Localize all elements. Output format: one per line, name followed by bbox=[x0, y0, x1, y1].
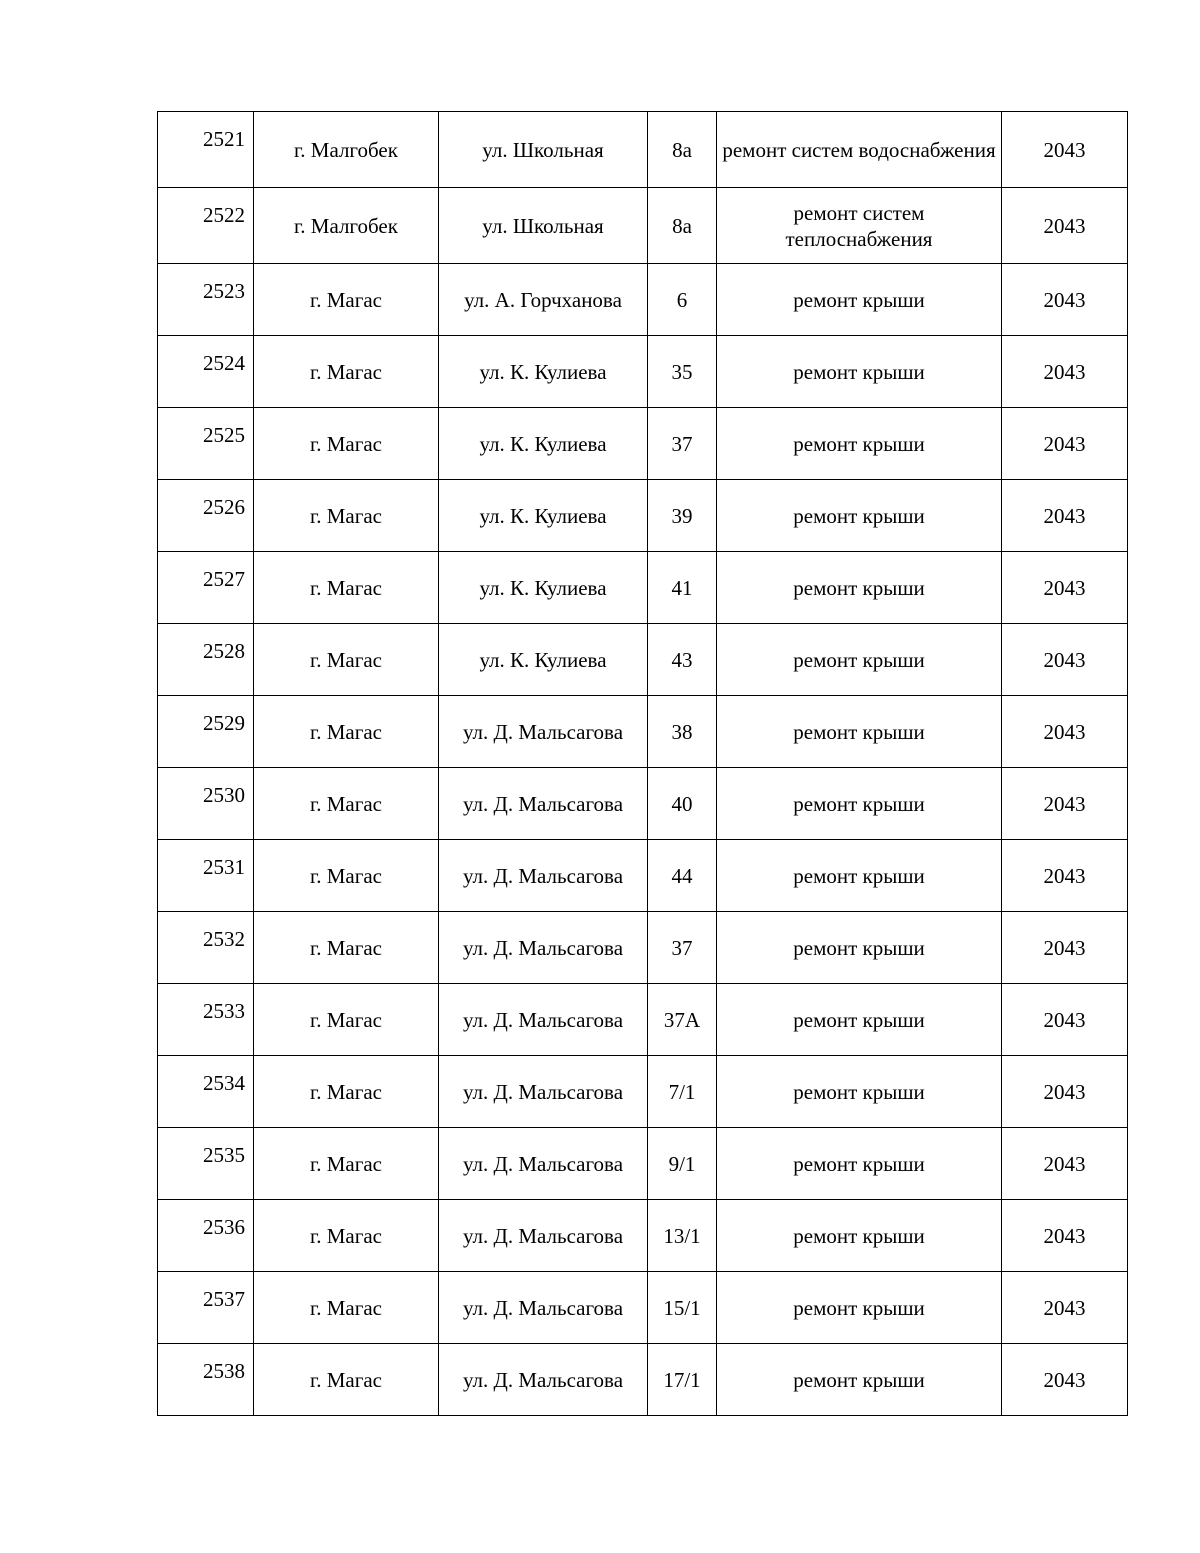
work-type-cell: ремонт крыши bbox=[717, 984, 1002, 1056]
table-row bbox=[158, 984, 1128, 1056]
house-cell: 8а bbox=[648, 188, 717, 264]
table-body bbox=[158, 112, 1128, 1416]
city-cell: г. Магас bbox=[254, 1200, 439, 1272]
table-row bbox=[158, 336, 1128, 408]
work-type-cell: ремонт крыши bbox=[717, 480, 1002, 552]
repair-schedule-table bbox=[157, 111, 1128, 1416]
street-cell: ул. Д. Мальсагова bbox=[439, 1128, 648, 1200]
year-cell: 2043 bbox=[1002, 696, 1128, 768]
year-cell: 2043 bbox=[1002, 112, 1128, 188]
city-cell: г. Малгобек bbox=[254, 112, 439, 188]
work-type-cell: ремонт систем водоснабжения bbox=[717, 112, 1002, 188]
house-cell: 35 bbox=[648, 336, 717, 408]
house-cell: 38 bbox=[648, 696, 717, 768]
table-row bbox=[158, 188, 1128, 264]
year-cell: 2043 bbox=[1002, 1056, 1128, 1128]
street-cell: ул. К. Кулиева bbox=[439, 480, 648, 552]
city-cell: г. Магас bbox=[254, 984, 439, 1056]
table-row bbox=[158, 1056, 1128, 1128]
year-cell: 2043 bbox=[1002, 480, 1128, 552]
street-cell: ул. К. Кулиева bbox=[439, 336, 648, 408]
year-cell: 2043 bbox=[1002, 768, 1128, 840]
year-cell: 2043 bbox=[1002, 1200, 1128, 1272]
table-row bbox=[158, 408, 1128, 480]
row-number: 2534 bbox=[158, 1056, 254, 1128]
house-cell: 8а bbox=[648, 112, 717, 188]
work-type-cell: ремонт крыши bbox=[717, 1200, 1002, 1272]
house-cell: 44 bbox=[648, 840, 717, 912]
work-type-cell: ремонт крыши bbox=[717, 912, 1002, 984]
year-cell: 2043 bbox=[1002, 264, 1128, 336]
year-cell: 2043 bbox=[1002, 552, 1128, 624]
city-cell: г. Магас bbox=[254, 840, 439, 912]
row-number: 2524 bbox=[158, 336, 254, 408]
city-cell: г. Магас bbox=[254, 1128, 439, 1200]
street-cell: ул. Д. Мальсагова bbox=[439, 1056, 648, 1128]
street-cell: ул. К. Кулиева bbox=[439, 624, 648, 696]
street-cell: ул. Д. Мальсагова bbox=[439, 912, 648, 984]
house-cell: 43 bbox=[648, 624, 717, 696]
work-type-cell: ремонт крыши bbox=[717, 1272, 1002, 1344]
table-row bbox=[158, 264, 1128, 336]
work-type-cell: ремонт крыши bbox=[717, 1128, 1002, 1200]
street-cell: ул. Школьная bbox=[439, 112, 648, 188]
street-cell: ул. Д. Мальсагова bbox=[439, 984, 648, 1056]
work-type-cell: ремонт крыши bbox=[717, 768, 1002, 840]
table-row bbox=[158, 552, 1128, 624]
row-number: 2529 bbox=[158, 696, 254, 768]
city-cell: г. Магас bbox=[254, 336, 439, 408]
house-cell: 40 bbox=[648, 768, 717, 840]
row-number: 2526 bbox=[158, 480, 254, 552]
row-number: 2533 bbox=[158, 984, 254, 1056]
street-cell: ул. А. Горчханова bbox=[439, 264, 648, 336]
table-row bbox=[158, 1344, 1128, 1416]
house-cell: 13/1 bbox=[648, 1200, 717, 1272]
table-row bbox=[158, 1200, 1128, 1272]
house-cell: 9/1 bbox=[648, 1128, 717, 1200]
house-cell: 37А bbox=[648, 984, 717, 1056]
city-cell: г. Магас bbox=[254, 624, 439, 696]
table-row bbox=[158, 624, 1128, 696]
house-cell: 37 bbox=[648, 408, 717, 480]
table-row bbox=[158, 768, 1128, 840]
street-cell: ул. Д. Мальсагова bbox=[439, 1200, 648, 1272]
row-number: 2538 bbox=[158, 1344, 254, 1416]
city-cell: г. Магас bbox=[254, 1272, 439, 1344]
city-cell: г. Магас bbox=[254, 552, 439, 624]
row-number: 2535 bbox=[158, 1128, 254, 1200]
row-number: 2528 bbox=[158, 624, 254, 696]
row-number: 2523 bbox=[158, 264, 254, 336]
row-number: 2531 bbox=[158, 840, 254, 912]
year-cell: 2043 bbox=[1002, 984, 1128, 1056]
city-cell: г. Малгобек bbox=[254, 188, 439, 264]
year-cell: 2043 bbox=[1002, 1128, 1128, 1200]
table-row bbox=[158, 1272, 1128, 1344]
row-number: 2525 bbox=[158, 408, 254, 480]
work-type-cell: ремонт крыши bbox=[717, 264, 1002, 336]
street-cell: ул. Д. Мальсагова bbox=[439, 1344, 648, 1416]
work-type-cell: ремонт крыши bbox=[717, 624, 1002, 696]
row-number: 2522 bbox=[158, 188, 254, 264]
table-row bbox=[158, 912, 1128, 984]
row-number: 2537 bbox=[158, 1272, 254, 1344]
year-cell: 2043 bbox=[1002, 624, 1128, 696]
house-cell: 41 bbox=[648, 552, 717, 624]
year-cell: 2043 bbox=[1002, 336, 1128, 408]
year-cell: 2043 bbox=[1002, 408, 1128, 480]
street-cell: ул. Д. Мальсагова bbox=[439, 696, 648, 768]
work-type-cell: ремонт крыши bbox=[717, 696, 1002, 768]
work-type-cell: ремонт крыши bbox=[717, 552, 1002, 624]
work-type-cell: ремонт крыши bbox=[717, 1344, 1002, 1416]
row-number: 2532 bbox=[158, 912, 254, 984]
street-cell: ул. Д. Мальсагова bbox=[439, 768, 648, 840]
row-number: 2521 bbox=[158, 112, 254, 188]
city-cell: г. Магас bbox=[254, 696, 439, 768]
table-row bbox=[158, 696, 1128, 768]
table-row bbox=[158, 112, 1128, 188]
table-row bbox=[158, 480, 1128, 552]
house-cell: 15/1 bbox=[648, 1272, 717, 1344]
city-cell: г. Магас bbox=[254, 1056, 439, 1128]
city-cell: г. Магас bbox=[254, 912, 439, 984]
house-cell: 37 bbox=[648, 912, 717, 984]
work-type-cell: ремонт крыши bbox=[717, 336, 1002, 408]
row-number: 2536 bbox=[158, 1200, 254, 1272]
table-row bbox=[158, 840, 1128, 912]
table-row bbox=[158, 1128, 1128, 1200]
year-cell: 2043 bbox=[1002, 1344, 1128, 1416]
street-cell: ул. Д. Мальсагова bbox=[439, 840, 648, 912]
work-type-cell: ремонт крыши bbox=[717, 840, 1002, 912]
city-cell: г. Магас bbox=[254, 264, 439, 336]
house-cell: 39 bbox=[648, 480, 717, 552]
year-cell: 2043 bbox=[1002, 912, 1128, 984]
street-cell: ул. К. Кулиева bbox=[439, 552, 648, 624]
street-cell: ул. Школьная bbox=[439, 188, 648, 264]
year-cell: 2043 bbox=[1002, 188, 1128, 264]
city-cell: г. Магас bbox=[254, 408, 439, 480]
work-type-cell: ремонт систем теплоснабжения bbox=[717, 188, 1002, 264]
city-cell: г. Магас bbox=[254, 768, 439, 840]
row-number: 2530 bbox=[158, 768, 254, 840]
city-cell: г. Магас bbox=[254, 480, 439, 552]
work-type-cell: ремонт крыши bbox=[717, 408, 1002, 480]
work-type-cell: ремонт крыши bbox=[717, 1056, 1002, 1128]
street-cell: ул. К. Кулиева bbox=[439, 408, 648, 480]
street-cell: ул. Д. Мальсагова bbox=[439, 1272, 648, 1344]
house-cell: 6 bbox=[648, 264, 717, 336]
city-cell: г. Магас bbox=[254, 1344, 439, 1416]
house-cell: 17/1 bbox=[648, 1344, 717, 1416]
year-cell: 2043 bbox=[1002, 1272, 1128, 1344]
house-cell: 7/1 bbox=[648, 1056, 717, 1128]
year-cell: 2043 bbox=[1002, 840, 1128, 912]
row-number: 2527 bbox=[158, 552, 254, 624]
